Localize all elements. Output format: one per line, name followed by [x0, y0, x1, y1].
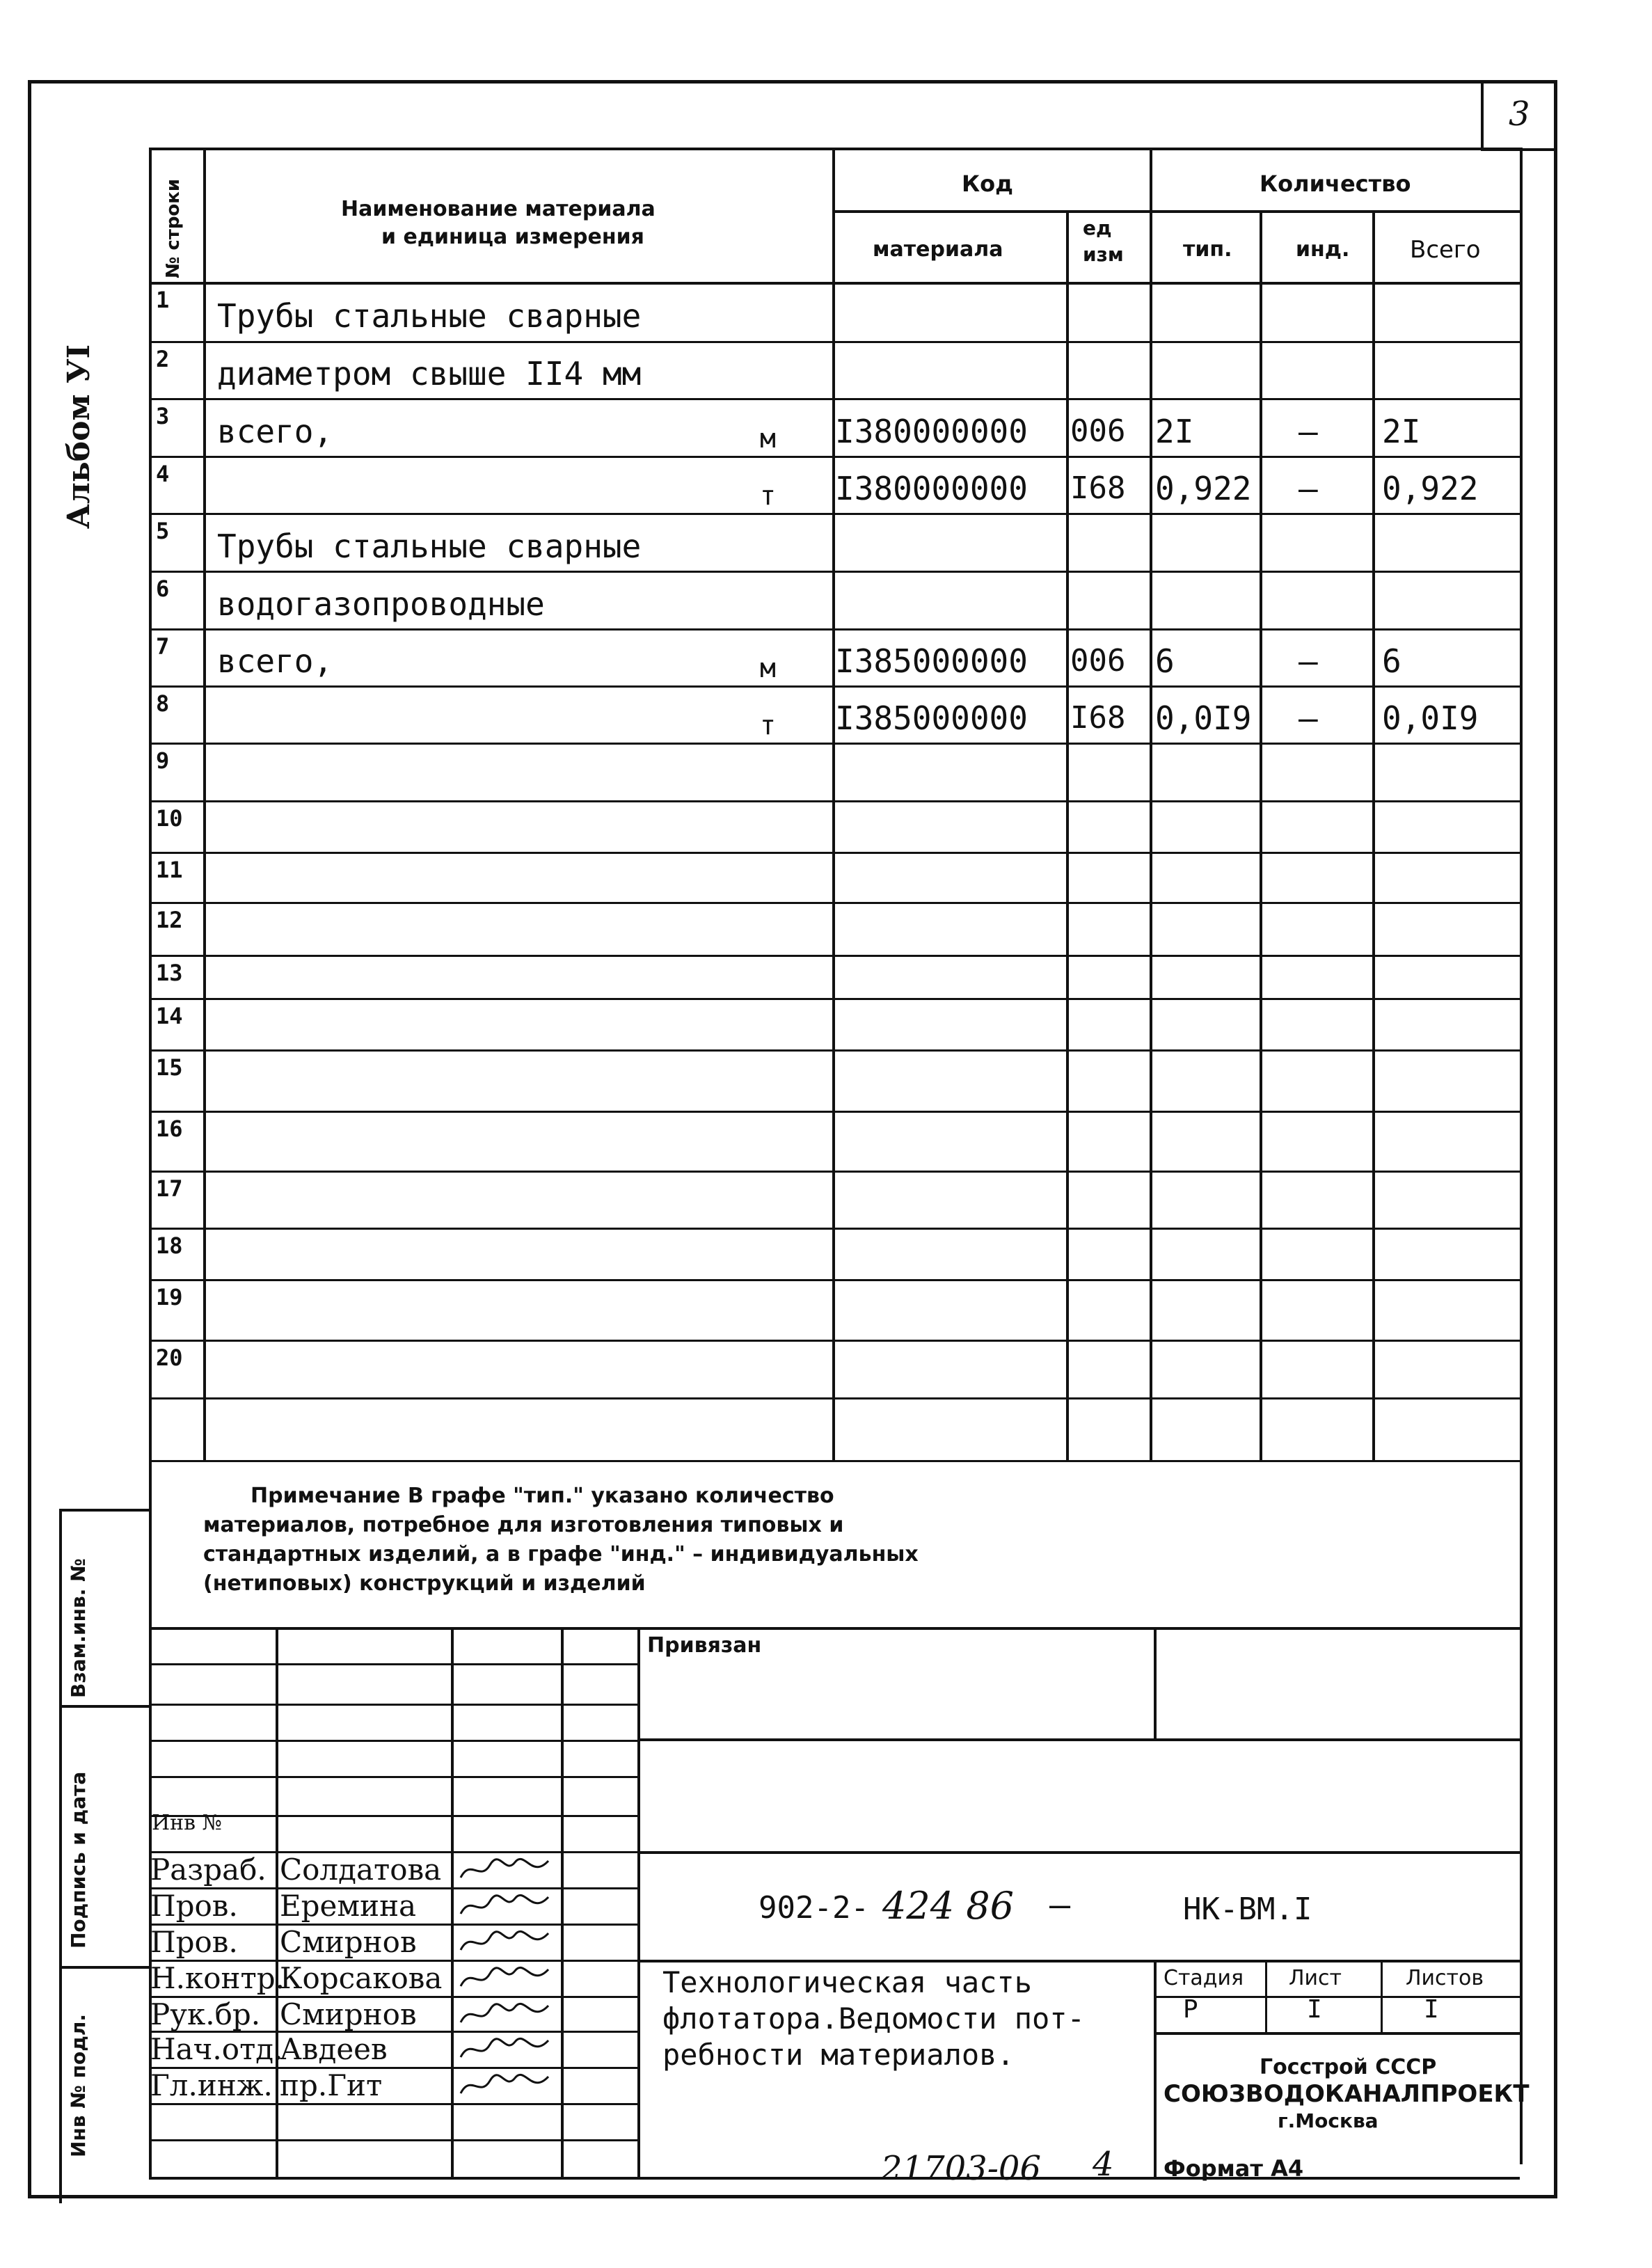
material-name: всего, — [217, 412, 333, 450]
material-name: Трубы стальные сварные — [217, 296, 642, 335]
row-number: 14 — [156, 1003, 183, 1029]
signature-scribble — [456, 1999, 554, 2029]
header-code-group: Код — [962, 171, 1013, 197]
org-line1: Госстрой СССР — [1260, 2055, 1437, 2079]
side-label-podpis: Подпись и дата — [67, 1771, 90, 1949]
signer-name: Авдеев — [280, 2032, 388, 2066]
table-rule — [149, 1740, 637, 1742]
material-name: Трубы стальные сварные — [217, 527, 642, 565]
header-row-number: № строки — [163, 178, 184, 278]
doc-code-dash: – — [1049, 1885, 1071, 1925]
table-rule — [637, 1960, 1520, 1962]
unit-code: 006 — [1070, 643, 1126, 679]
table-rule — [276, 1627, 278, 2177]
table-rule — [149, 148, 152, 1748]
table-rule — [149, 456, 1520, 458]
row-number: 15 — [156, 1054, 183, 1081]
qty-ind: – — [1298, 470, 1318, 507]
table-rule — [1381, 1960, 1383, 2032]
table-rule — [832, 148, 835, 1460]
row-number: 9 — [156, 747, 170, 774]
row-number: 2 — [156, 346, 170, 372]
table-rule — [149, 1111, 1520, 1113]
table-rule — [149, 1228, 1520, 1230]
table-rule — [149, 2177, 1520, 2180]
material-name: всего, — [217, 642, 333, 680]
table-rule — [149, 341, 1520, 343]
table-rule — [1150, 148, 1152, 1460]
table-rule — [59, 1509, 62, 2203]
signer-name: Смирнов — [280, 1997, 417, 2031]
unit: т — [760, 480, 776, 511]
table-rule — [149, 955, 1520, 957]
unit-code: I68 — [1070, 470, 1126, 506]
material-code: I385000000 — [835, 642, 1028, 680]
table-rule — [149, 1171, 1520, 1173]
material-code: I380000000 — [835, 470, 1028, 507]
table-rule — [1520, 148, 1523, 2164]
table-rule — [1154, 2032, 1520, 2035]
table-rule — [149, 571, 1520, 573]
signer-role: Гл.инж. — [150, 2068, 273, 2102]
org-line2: СОЮЗВОДОКАНАЛПРОЕКТ — [1163, 2080, 1530, 2108]
table-rule — [149, 1627, 1520, 1630]
table-rule — [1154, 1627, 1157, 1738]
header-name-line1: Наименование материала — [341, 197, 656, 221]
row-number: 16 — [156, 1116, 183, 1142]
header-qty-group: Количество — [1260, 171, 1411, 197]
privyazan-label: Привязан — [647, 1633, 762, 1658]
material-code: I385000000 — [835, 699, 1028, 737]
table-rule — [149, 1279, 1520, 1281]
qty-typ: 0,0I9 — [1155, 699, 1252, 737]
qty-total: 2I — [1382, 412, 1421, 450]
row-number: 17 — [156, 1175, 183, 1202]
signer-role: Рук.бр. — [150, 1997, 261, 2031]
signer-role: Пров. — [150, 1925, 238, 1959]
qty-ind: – — [1298, 412, 1318, 450]
signature-scribble — [456, 2033, 554, 2064]
format-label: Формат А4 — [1163, 2155, 1304, 2182]
table-rule — [149, 743, 1520, 745]
stage-value: Р — [1183, 1995, 1198, 2024]
qty-typ: 0,922 — [1155, 470, 1252, 507]
side-label-inv-podl: Инв № подл. — [67, 2013, 90, 2157]
unit: м — [760, 422, 776, 454]
title-line1: Технологическая часть — [662, 1965, 1033, 1999]
signer-role: Пров. — [150, 1889, 238, 1923]
signer-role: Н.контр. — [150, 1961, 285, 1995]
row-number: 5 — [156, 518, 170, 544]
qty-typ: 6 — [1155, 642, 1175, 680]
table-rule — [149, 998, 1520, 1000]
table-rule — [59, 1966, 150, 1969]
signature-scribble — [456, 1854, 554, 1885]
album-label: Альбом УI — [61, 344, 97, 529]
row-number: 4 — [156, 461, 170, 487]
row-number: 12 — [156, 907, 183, 933]
table-rule — [637, 1738, 1520, 1741]
table-rule — [149, 1049, 1520, 1052]
doc-code-prefix: 902-2- — [759, 1890, 869, 1926]
row-number: 18 — [156, 1232, 183, 1259]
table-rule — [203, 148, 206, 1460]
row-number: 8 — [156, 690, 170, 717]
table-rule — [832, 210, 1520, 213]
page-number-divider — [1481, 80, 1484, 150]
material-code: I380000000 — [835, 412, 1028, 450]
table-rule — [1154, 1996, 1520, 1998]
note-line4: (нетиповых) конструкций и изделий — [203, 1571, 646, 1596]
table-rule — [149, 513, 1520, 515]
row-number: 6 — [156, 576, 170, 602]
table-rule — [451, 1627, 454, 2177]
table-rule — [1154, 1960, 1157, 2177]
archive-number: 21703-06 — [881, 2149, 1041, 2188]
material-name: диаметром свыше II4 мм — [217, 355, 642, 392]
unit-code: 006 — [1070, 413, 1126, 449]
row-number: 3 — [156, 403, 170, 429]
signer-role: Разраб. — [150, 1853, 267, 1887]
doc-code-handwritten: 424 86 — [882, 1884, 1014, 1928]
header-col-total: Всего — [1410, 236, 1481, 264]
table-rule — [149, 1776, 637, 1778]
unit: м — [760, 653, 776, 683]
row-number: 13 — [156, 960, 183, 986]
table-rule — [561, 1627, 564, 2177]
row-number: 19 — [156, 1284, 183, 1310]
header-col-ind: инд. — [1296, 237, 1350, 262]
row-number: 1 — [156, 287, 170, 313]
table-rule — [149, 1340, 1520, 1342]
signer-name: Солдатова — [280, 1853, 442, 1887]
sheet-value: I — [1307, 1995, 1322, 2024]
table-rule — [637, 1627, 640, 2177]
table-rule — [59, 1705, 150, 1708]
table-rule — [149, 1397, 1520, 1399]
header-col-unit-2: изм — [1083, 243, 1124, 266]
org-line3: г.Москва — [1278, 2109, 1379, 2132]
sheets-value: I — [1424, 1995, 1439, 2024]
header-col-material: материала — [873, 237, 1003, 262]
signer-name: Смирнов — [280, 1925, 417, 1959]
signature-scribble — [456, 1962, 554, 1993]
row-number: 10 — [156, 805, 183, 832]
signature-scribble — [456, 1890, 554, 1921]
signer-name: пр.Гит — [280, 2068, 383, 2102]
table-rule — [149, 2139, 637, 2141]
table-rule — [149, 2103, 637, 2105]
table-rule — [59, 1509, 150, 1512]
table-rule — [149, 852, 1520, 854]
header-col-unit-1: ед — [1083, 216, 1112, 239]
inv-no-label: Инв № — [152, 1811, 222, 1835]
page-number: 3 — [1509, 95, 1530, 134]
signature-scribble — [456, 1926, 554, 1957]
row-number: 7 — [156, 633, 170, 660]
title-line3: ребности материалов. — [662, 2038, 1015, 2072]
stage-label: Стадия — [1163, 1966, 1244, 1990]
table-rule — [149, 800, 1520, 802]
note-line2: материалов, потребное для изготовления типовых и — [203, 1513, 844, 1537]
header-col-typ: тип. — [1183, 237, 1232, 262]
signer-name: Еремина — [280, 1889, 417, 1923]
note-line3: стандартных изделий, а в графе "инд." – индивидуальных — [203, 1542, 919, 1567]
table-rule — [1265, 1960, 1267, 2032]
table-rule — [149, 685, 1520, 688]
table-rule — [149, 628, 1520, 631]
row-number: 11 — [156, 857, 183, 883]
qty-ind: – — [1298, 642, 1318, 680]
qty-total: 6 — [1382, 642, 1401, 680]
qty-ind: – — [1298, 699, 1318, 737]
sheet-label: Лист — [1289, 1966, 1342, 1990]
header-name-line2: и единица измерения — [381, 225, 644, 249]
doc-code-suffix: НК-ВМ.I — [1183, 1892, 1312, 1927]
note-line1: Примечание В графе "тип." указано количество — [251, 1484, 834, 1508]
table-rule — [149, 1704, 637, 1706]
table-rule — [149, 1663, 637, 1665]
qty-total: 0,922 — [1382, 470, 1479, 507]
table-rule — [149, 902, 1520, 904]
qty-typ: 2I — [1155, 412, 1194, 450]
sheets-label: Листов — [1406, 1966, 1484, 1990]
signature-scribble — [456, 2070, 554, 2100]
unit-code: I68 — [1070, 700, 1126, 736]
table-rule — [149, 1815, 637, 1817]
archive-sheet: 4 — [1093, 2145, 1114, 2184]
qty-total: 0,0I9 — [1382, 699, 1479, 737]
material-name: водогазопроводные — [217, 585, 545, 623]
side-label-vzam: Взам.инв. № — [67, 1558, 90, 1698]
signer-name: Корсакова — [280, 1961, 443, 1995]
table-rule — [149, 398, 1520, 400]
unit: т — [760, 710, 776, 740]
table-rule — [637, 1851, 1520, 1854]
signer-role: Нач.отд. — [150, 2032, 283, 2066]
title-line2: флотатора.Ведомости пот- — [662, 2001, 1085, 2036]
table-rule — [149, 1460, 1520, 1462]
row-number: 20 — [156, 1345, 183, 1371]
